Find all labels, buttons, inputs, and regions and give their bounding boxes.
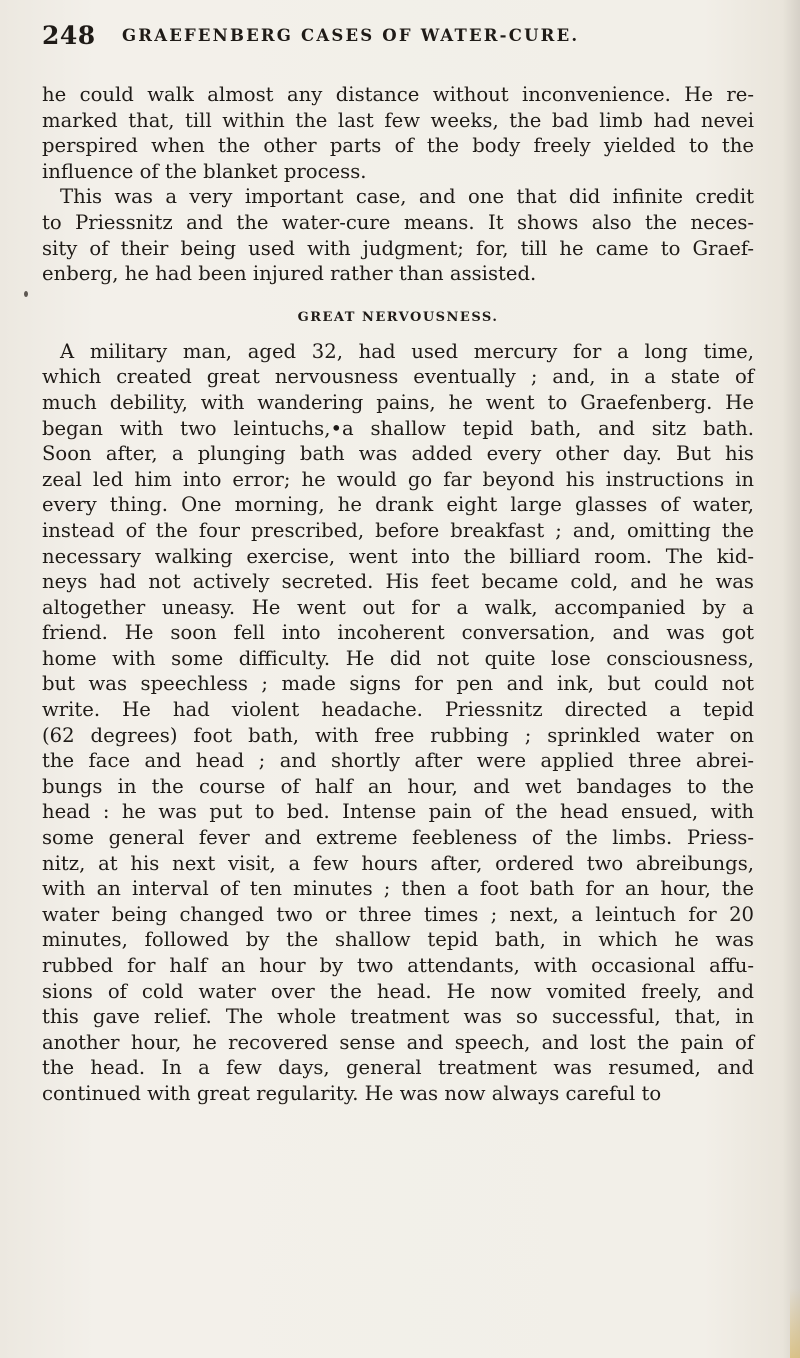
body-text	[42, 82, 754, 1107]
text-line: to Priessnitz and the water-cure means. It shows also the neces-	[42, 210, 754, 234]
text-line: bungs in the course of half an hour, and wet bandages to the	[42, 774, 754, 798]
text-line: head : he was put to bed. Intense pain of the head ensued, with	[42, 800, 754, 824]
text-line: but was speechless ; made signs for pen and ink, but could not	[42, 672, 754, 696]
text-line: continued with great regularity. He was now always careful to	[42, 1081, 662, 1105]
text-line: nitz, at his next visit, a few hours after, ordered two abreibungs,	[42, 851, 754, 875]
text-line: sions of cold water over the head. He now vomited freely, and	[42, 979, 754, 1003]
page-number: 248	[42, 21, 96, 50]
text-line: home with some difficulty. He did not quite lose consciousness,	[42, 646, 754, 670]
text-line: another hour, he recovered sense and speech, and lost the pain of	[42, 1030, 754, 1054]
running-title: GRAEFENBERG CASES OF WATER-CURE.	[122, 26, 580, 45]
text-line: instead of the four prescribed, before breakfast ; and, omitting the	[42, 518, 754, 542]
text-line: this gave relief. The whole treatment was so successful, that, in	[42, 1005, 754, 1029]
text-line: the head. In a few days, general treatment was resumed, and	[42, 1056, 754, 1080]
text-line: water being changed two or three times ; next, a leintuch for 20	[42, 902, 754, 926]
text-line: write. He had violent headache. Priessnitz directed a tepid	[42, 698, 754, 722]
text-line: the face and head ; and shortly after were applied three abrei-	[42, 749, 754, 773]
section-heading: GREAT NERVOUSNESS.	[297, 309, 499, 325]
text-line: some general fever and extreme feebleness of the limbs. Priess-	[42, 826, 754, 850]
text-line: influence of the blanket process.	[42, 159, 367, 183]
text-line: necessary walking exercise, went into the billiard room. The kid-	[42, 544, 754, 568]
text-line: sity of their being used with judgment; for, till he came to Graef-	[42, 236, 754, 260]
text-line: with an interval of ten minutes ; then a foot bath for an hour, the	[42, 877, 754, 901]
text-line: rubbed for half an hour by two attendants, with occasional affu-	[42, 954, 754, 977]
text-line: every thing. One morning, he drank eight large glasses of water,	[42, 493, 754, 517]
text-line: altogether uneasy. He went out for a walk, accompanied by a	[42, 595, 754, 619]
text-line: zeal led him into error; he would go far beyond his instructions in	[42, 467, 754, 491]
text-line: This was a very important case, and one that did infinite credit	[60, 185, 754, 209]
text-line: which created great nervousness eventually ; and, in a state of	[42, 365, 754, 389]
page-edge-shadow	[782, 0, 800, 1358]
text-line: A military man, aged 32, had used mercury for a long time,	[60, 339, 754, 363]
paragraph-2	[42, 184, 754, 286]
text-line: (62 degrees) foot bath, with free rubbing ; sprinkled water on	[42, 723, 754, 747]
text-line: marked that, till within the last few weeks, the bad limb had nevei	[42, 108, 754, 132]
text-line: neys had not actively secreted. His feet became cold, and he was	[42, 570, 754, 594]
text-line: perspired when the other parts of the body freely yielded to the	[42, 134, 754, 158]
text-line: minutes, followed by the shallow tepid bath, in which he was	[42, 928, 754, 952]
paragraph-3	[42, 339, 754, 1107]
ink-speck	[24, 291, 28, 297]
page-edge-stain	[790, 1288, 800, 1358]
text-line: began with two leintuchs,•a shallow tepid bath, and sitz bath.	[42, 416, 754, 440]
text-line: Soon after, a plunging bath was added every other day. But his	[42, 442, 754, 466]
text-line: he could walk almost any distance without inconvenience. He re-	[42, 83, 754, 106]
running-head	[42, 20, 752, 52]
paragraph-1	[42, 82, 754, 184]
text-line: friend. He soon fell into incoherent conversation, and was got	[42, 621, 754, 645]
text-line: much debility, with wandering pains, he went to Graefenberg. He	[42, 390, 754, 414]
text-line: enberg, he had been injured rather than assisted.	[42, 262, 537, 286]
